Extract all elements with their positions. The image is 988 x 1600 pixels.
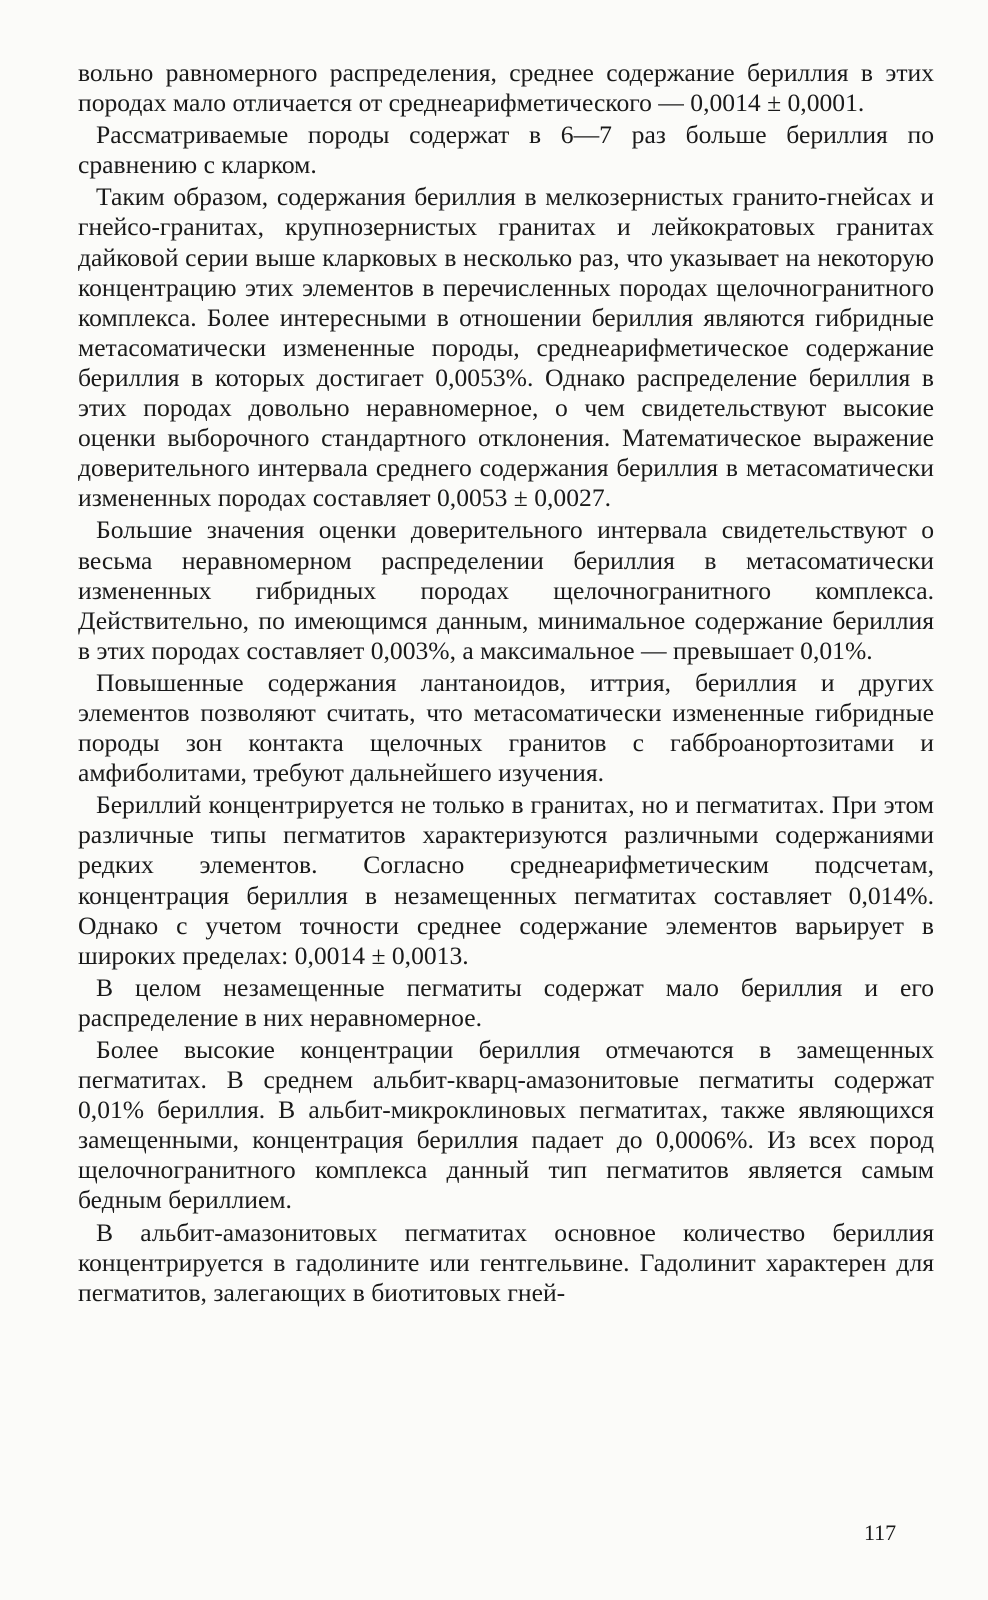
paragraph: Большие значения оценки доверительного интервала свидетельствуют о весьма неравномерном распределении бериллия в метасоматически измененных гибридных породах щелочногранитного комплекса. Действительно, по имеющимся данным, минимальное содержание бериллия в этих породах составляет 0,003%, а максимальное — превышает 0,01%. <box>78 515 934 665</box>
paragraph: Повышенные содержания лантаноидов, иттрия, бериллия и других элементов позволяют считать, что метасоматически измененные гибридные породы зон контакта щелочных гранитов с габброанортозитами и амфиболитами, требуют дальнейшего изучения. <box>78 667 934 788</box>
paragraph: Таким образом, содержания бериллия в мелкозернистых гранито-гнейсах и гнейсо-гранитах, крупнозернистых гранитах и лейкократовых гранитах дайковой серии выше кларковых в несколько раз, что указывает на некоторую концентрацию этих элементов в перечисленных породах щелочногранитного комплекса. Более интересными в отношении бериллия являются гибридные метасоматически измененные породы, среднеарифметическое содержание бериллия в которых достигает 0,0053%. Однако распределение бериллия в этих породах довольно неравномерное, о чем свидетельствуют высокие оценки выборочного стандартного отклонения. Математическое выражение доверительного интервала среднего содержания бериллия в метасоматически измененных породах составляет 0,0053 ± 0,0027. <box>78 182 934 513</box>
paragraph: Рассматриваемые породы содержат в 6—7 раз больше бериллия по сравнению с кларком. <box>78 120 934 180</box>
paragraph: В альбит-амазонитовых пегматитах основное количество бериллия концентрируется в гадолините или гентгельвине. Гадолинит характерен для пегматитов, залегающих в биотитовых гней- <box>78 1217 934 1307</box>
paragraph: Бериллий концентрируется не только в гранитах, но и пегматитах. При этом различные типы пегматитов характеризуются различными содержаниями редких элементов. Согласно среднеарифметическим подсчетам, концентрация бериллия в незамещенных пегматитах составляет 0,014%. Однако с учетом точности среднее содержание элементов варьирует в широких пределах: 0,0014 ± 0,0013. <box>78 790 934 970</box>
paragraph: Более высокие концентрации бериллия отмечаются в замещенных пегматитах. В среднем альбит-кварц-амазонитовые пегматиты содержат 0,01% бериллия. В альбит-микроклиновых пегматитах, также являющихся замещенными, концентрация бериллия падает до 0,0006%. Из всех пород щелочногранитного комплекса данный тип пегматитов является самым бедным бериллием. <box>78 1035 934 1215</box>
page-number: 117 <box>864 1520 897 1545</box>
paragraph: вольно равномерного распределения, среднее содержание бериллия в этих породах мало отличается от среднеарифметического — 0,0014 ± 0,0001. <box>78 58 934 118</box>
paragraph: В целом незамещенные пегматиты содержат мало бериллия и его распределение в них неравномерное. <box>78 972 934 1032</box>
body-text <box>78 58 934 1310</box>
